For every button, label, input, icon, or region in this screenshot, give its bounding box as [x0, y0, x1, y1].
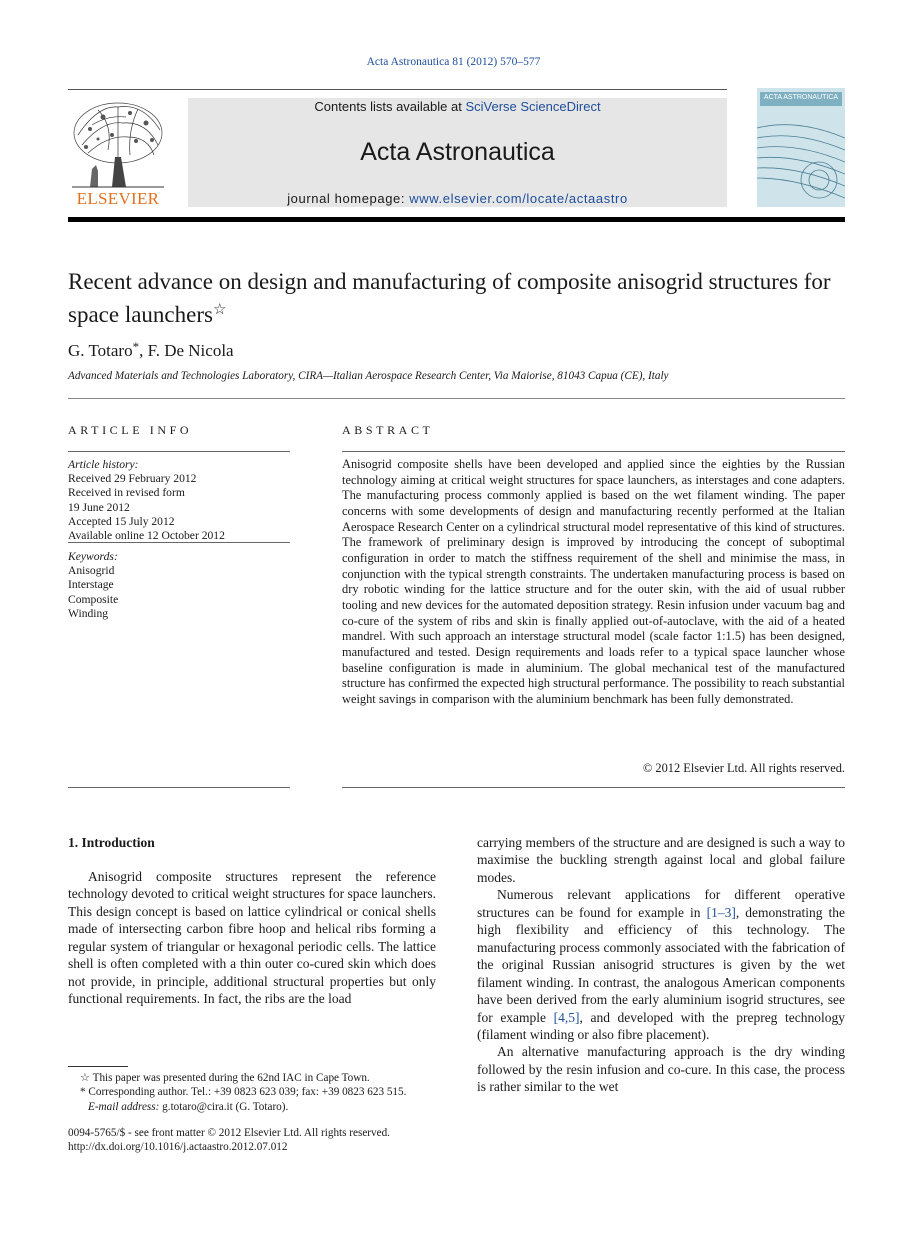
homepage-prefix: journal homepage: — [287, 191, 410, 206]
history-item: Accepted 15 July 2012 — [68, 514, 175, 528]
footnote-rule — [68, 1066, 128, 1067]
email-label: E-mail address: — [88, 1100, 160, 1113]
history-item: Available online 12 October 2012 — [68, 529, 225, 543]
history-item: Received in revised form — [68, 486, 185, 500]
corresponding-author-mark[interactable]: * — [132, 339, 140, 354]
keywords — [68, 550, 290, 621]
abstract-text: Anisogrid composite shells have been developed and applied since the eighties by the Russian technology aiming at critical weight structures for space launchers, as interstages and cone adapters. The manufacturing process commonly applied is based on the wet filament winding. The paper concerns with some developments of design and manufacturing recently performed at the Italian Aerospace Research Center on a cylindrical structural model representative of this kind of structures. The framework of preliminary design is improved by introducing the concept of suboptimal configuration in order to match the stiffness requirement of the shell and minimise the mass, in conjunction with the typical strength constraints. The undertaken manufacturing process is based on dry robotic winding for the lattice structure and for the outer skin, with the aid of usual rubber tooling and new devices for the automated deposition strategy. Resin infusion under vacuum bag and co-cure of the system of ribs and skin is finally applied out-of-autoclave, with the aid of a heated mandrel. With such approach an interstage structural model (scale factor 1:1.5) has been designed, manufactured and tested. Design requirements and loads refer to a typical space launcher whose baseline configuration is made in aluminium. The global mechanical test of the manufactured structure has confirmed the expected high structural performance. The possibility to reach substantial weight savings in comparison with the aluminium benchmark has been fully demonstrated. — [342, 457, 845, 706]
elsevier-wordmark: ELSEVIER — [76, 189, 160, 208]
journal-citation[interactable]: Acta Astronautica 81 (2012) 570–577 — [366, 56, 541, 68]
keyword: Interstage — [68, 578, 114, 592]
footnote-mark: * — [80, 1086, 86, 1099]
article-info-heading: ARTICLE INFO — [68, 423, 193, 437]
homepage-link[interactable]: www.elsevier.com/locate/actaastro — [409, 191, 628, 206]
homepage-line — [188, 191, 727, 206]
abstract-rule — [342, 787, 845, 788]
section-heading: 1. Introduction — [68, 835, 155, 850]
author-separator: , — [139, 341, 148, 360]
body-paragraph — [477, 886, 845, 1043]
contents-prefix: Contents lists available at — [314, 99, 466, 114]
contents-line — [188, 99, 727, 114]
paragraph-text: , demonstrating the high flexibility and efficiency of this technology. The manufacturing process commonly associated with the fabrication of the original Russian anisogrid structures is given by the wet filament winding. In contrast, the analogous American components have been derived from the early aluminium isogrid structures, see for example — [477, 904, 845, 1025]
elsevier-logo[interactable] — [68, 95, 168, 207]
header-thick-rule — [68, 217, 845, 222]
author-name[interactable]: G. Totaro — [68, 341, 133, 360]
footnote-mark: ☆ — [80, 1072, 91, 1084]
footnotes — [68, 1071, 443, 1114]
keyword: Winding — [68, 606, 109, 620]
footnote — [68, 1100, 443, 1114]
left-column — [68, 868, 436, 1008]
body-paragraph: An alternative manufacturing approach is the dry winding followed by the resin infusion and co-cure. In this case, the process is rather similar to the wet — [477, 1044, 845, 1095]
cover-title: ACTA ASTRONAUTICA — [763, 94, 839, 101]
keyword: Anisogrid — [68, 564, 115, 578]
history-item: 19 June 2012 — [68, 500, 130, 514]
history-label: Article history: — [68, 458, 139, 471]
header-rule — [68, 89, 727, 90]
reference-link[interactable]: [4,5] — [553, 1009, 580, 1025]
sciencedirect-link[interactable]: SciVerse ScienceDirect — [465, 99, 601, 114]
issn-block — [68, 1126, 448, 1155]
author-name[interactable]: F. De Nicola — [147, 341, 234, 360]
keywords-label: Keywords: — [68, 550, 118, 563]
abstract-copyright: © 2012 Elsevier Ltd. All rights reserved. — [642, 761, 845, 775]
history-item: Received 29 February 2012 — [68, 472, 197, 486]
journal-name: Acta Astronautica — [360, 138, 555, 166]
reference-link[interactable]: [1–3] — [706, 904, 736, 920]
issn-line: 0094-5765/$ - see front matter © 2012 Elsevier Ltd. All rights reserved. — [68, 1127, 390, 1139]
article-title-text: Recent advance on design and manufacturing of composite anisogrid structures for space launchers — [68, 269, 831, 327]
affiliation-rule — [68, 398, 845, 399]
authors — [68, 339, 234, 361]
keyword: Composite — [68, 592, 119, 606]
info-rule — [68, 787, 290, 788]
footnote-text: This paper was presented during the 62nd IAC in Cape Town. — [90, 1072, 370, 1084]
paragraph-text: Numerous relevant applications for different operative structures can be found for example in — [477, 887, 845, 920]
footnote — [68, 1085, 443, 1099]
affiliation: Advanced Materials and Technologies Laboratory, CIRA—Italian Aerospace Research Center, Via Maiorise, 81043 Capua (CE), Italy — [68, 370, 669, 382]
doi-link[interactable]: http://dx.doi.org/10.1016/j.actaastro.2012.07.012 — [68, 1141, 288, 1154]
paragraph-text: , and developed with the prepreg technology (filament winding or also fibre placement). — [477, 1009, 845, 1042]
right-column — [477, 834, 845, 1096]
abstract-heading: ABSTRACT — [342, 423, 434, 437]
footnote — [68, 1071, 443, 1085]
title-footnote-mark[interactable]: ☆ — [212, 302, 227, 318]
info-rule — [68, 542, 290, 543]
info-rule — [68, 451, 290, 452]
article-history — [68, 458, 290, 543]
abstract-rule — [342, 451, 845, 452]
article-title — [68, 268, 858, 329]
body-paragraph: Anisogrid composite structures represent the reference technology devoted to critical weight structures for space launchers. This design concept is based on lattice cylindrical or conical shells made of intersecting carbon fibre hoop and helical ribs forming a regular system of triangular or hexagonal periodic cells. The lattice shell is often completed with a thin outer co-cured skin which does not provide, in principle, additional structural properties but only functional requirements. In fact, the ribs are the load — [68, 869, 436, 1007]
email-text[interactable]: g.totaro@cira.it (G. Totaro). — [159, 1100, 289, 1113]
body-paragraph: carrying members of the structure and are designed is such a way to maximise the buckling strength against local and global failure modes. — [477, 835, 845, 885]
footnote-text: Corresponding author. Tel.: +39 0823 623 039; fax: +39 0823 623 515. — [85, 1086, 407, 1099]
cover-art-icon — [757, 88, 845, 207]
journal-cover-image[interactable] — [757, 88, 845, 207]
